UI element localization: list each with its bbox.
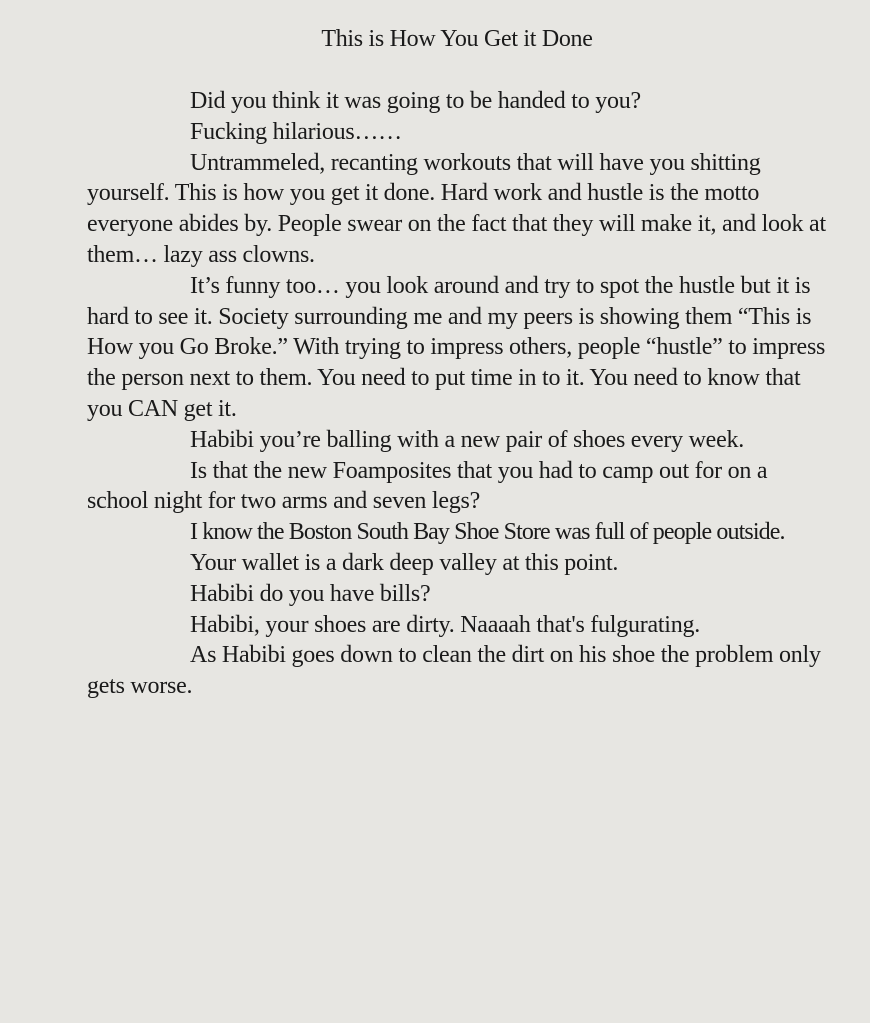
paragraph: It’s funny too… you look around and try to spot the hustle but it is hard to see it. Society surrounding me and my peers is showing them “This is How you Go Broke.” With trying to impress others, people “hustle” to impress the person next to them. You need to put time in to it. You need to know that you CAN get it. — [87, 272, 826, 422]
paragraph: I know the Boston South Bay Shoe Store was full of people outside. — [190, 519, 785, 546]
document-body — [87, 86, 832, 702]
document-title: This is How You Get it Done — [321, 26, 593, 52]
paragraph: Did you think it was going to be handed to you? — [190, 88, 641, 114]
paragraph: As Habibi goes down to clean the dirt on his shoe the problem only gets worse. — [87, 642, 821, 700]
paragraph: Untrammeled, recanting workouts that will have you shitting yourself. This is how you get it done. Hard work and hustle is the motto everyone abides by. People swear on the fact that they will make it, and look at them… lazy ass clowns. — [87, 149, 826, 268]
paragraph: Is that the new Foamposites that you had to camp out for on a school night for two arms and seven legs? — [87, 457, 768, 515]
paragraph: Habibi you’re balling with a new pair of shoes every week. — [190, 426, 744, 453]
paragraph: Your wallet is a dark deep valley at this point. — [190, 549, 619, 576]
paragraph: Fucking hilarious…… — [190, 118, 402, 145]
paragraph: Habibi do you have bills? — [190, 580, 431, 607]
paragraph: Habibi, your shoes are dirty. Naaaah that's fulgurating. — [190, 611, 700, 638]
